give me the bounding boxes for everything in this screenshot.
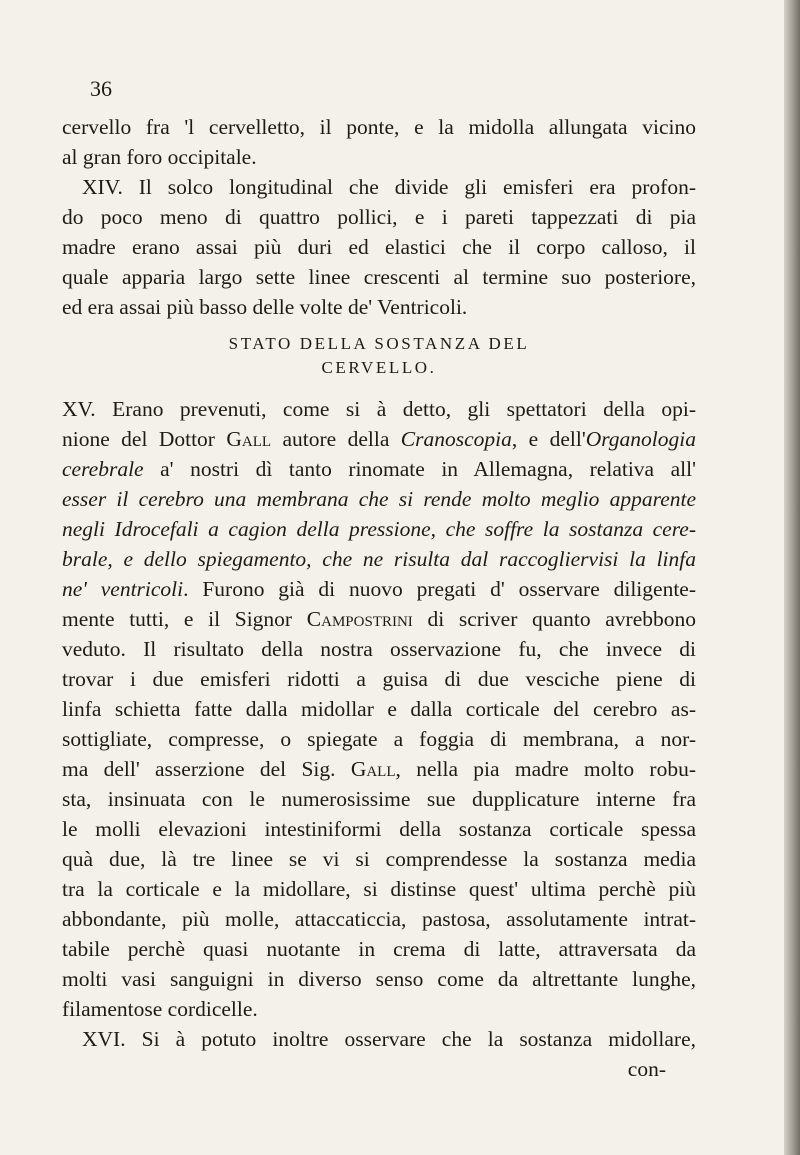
text-line: veduto. Il risultato della nostra osservazione fu, che invece di [62,637,696,661]
text-line: XIV. Il solco longitudinal che divide gli emisferi era profon- [82,175,696,199]
text-line: XV. Erano prevenuti, come si à detto, gli spettatori della opi- [62,397,696,421]
text-line: quà due, là tre linee se vi si comprendesse la sostanza media [62,847,696,871]
page-body [62,82,696,1084]
section-heading: STATO DELLA SOSTANZA DEL [228,334,530,353]
text-line: ed era assai più basso delle volte de' Ventricoli. [62,295,468,319]
text-line: cerebrale a' nostri dì tanto rinomate in Allemagna, relativa all' [62,457,696,481]
text-line: le molli elevazioni intestiniformi della sostanza corticale spessa [62,817,696,841]
title-cranoscopia: Cranoscopia [400,427,512,451]
text-line: sta, insinuata con le numerosissime sue dupplicature interne fra [62,787,696,811]
text-line: abbondante, più molle, attaccaticcia, pastosa, assolutamente intrat- [62,907,696,931]
catchword: con- [627,1057,666,1081]
text-line: ma dell' asserzione del Sig. Gall, nella pia madre molto robu- [62,757,696,781]
text-line-italic: esser il cerebro una membrana che si rende molto meglio apparente [62,487,696,511]
text-line-italic: brale, e dello spiegamento, che ne risulta dal raccogliervisi la linfa [62,547,696,571]
text-line: linfa schietta fatte dalla midollar e dalla corticale del cerebro as- [62,697,696,721]
text-line: do poco meno di quattro pollici, e i pareti tappezzati di pia [62,205,696,229]
text-line: sottigliate, compresse, o spiegate a foggia di membrana, a nor- [62,727,696,751]
text-line: tabile perchè quasi nuotante in crema di latte, attraversata da [62,937,696,961]
page-number: 36 [90,76,112,101]
title-organologia: Organologia [585,427,696,451]
text-line: trovar i due emisferi ridotti a guisa di due vesciche piene di [62,667,696,691]
text-line: madre erano assai più duri ed elastici che il corpo calloso, il [62,235,696,259]
text-line: al gran foro occipitale. [62,145,257,169]
text-line-italic: negli Idrocefali a cagion della pressione, che soffre la sostanza cere- [62,517,696,541]
name-gall: Gall [226,427,272,451]
text-line: nione del Dottor Gall autore della Cranoscopia, e dell'Organologia [62,427,696,451]
text-line: tra la corticale e la midollare, si distinse quest' ultima perchè più [62,877,696,901]
text-line: XVI. Si à potuto inoltre osservare che la sostanza midollare, [82,1027,696,1051]
text-line: ne' ventricoli. Furono già di nuovo pregati d' osservare diligente- [62,577,696,601]
text-line: cervello fra 'l cervelletto, il ponte, e la midolla allungata vicino [62,115,696,139]
spacer [62,82,696,112]
text-line: mente tutti, e il Signor Campostrini di scriver quanto avrebbono [62,607,696,631]
text-line: quale apparia largo sette linee crescenti al termine suo posteriore, [62,265,696,289]
section-heading-cont: CERVELLO. [321,358,437,377]
name-gall: Gall [350,757,396,781]
page-edge [784,0,800,1155]
name-campostrini: Campostrini [306,607,413,631]
text-line: filamentose cordicelle. [62,997,258,1021]
text-line: molti vasi sanguigni in diverso senso come da altrettante lunghe, [62,967,696,991]
